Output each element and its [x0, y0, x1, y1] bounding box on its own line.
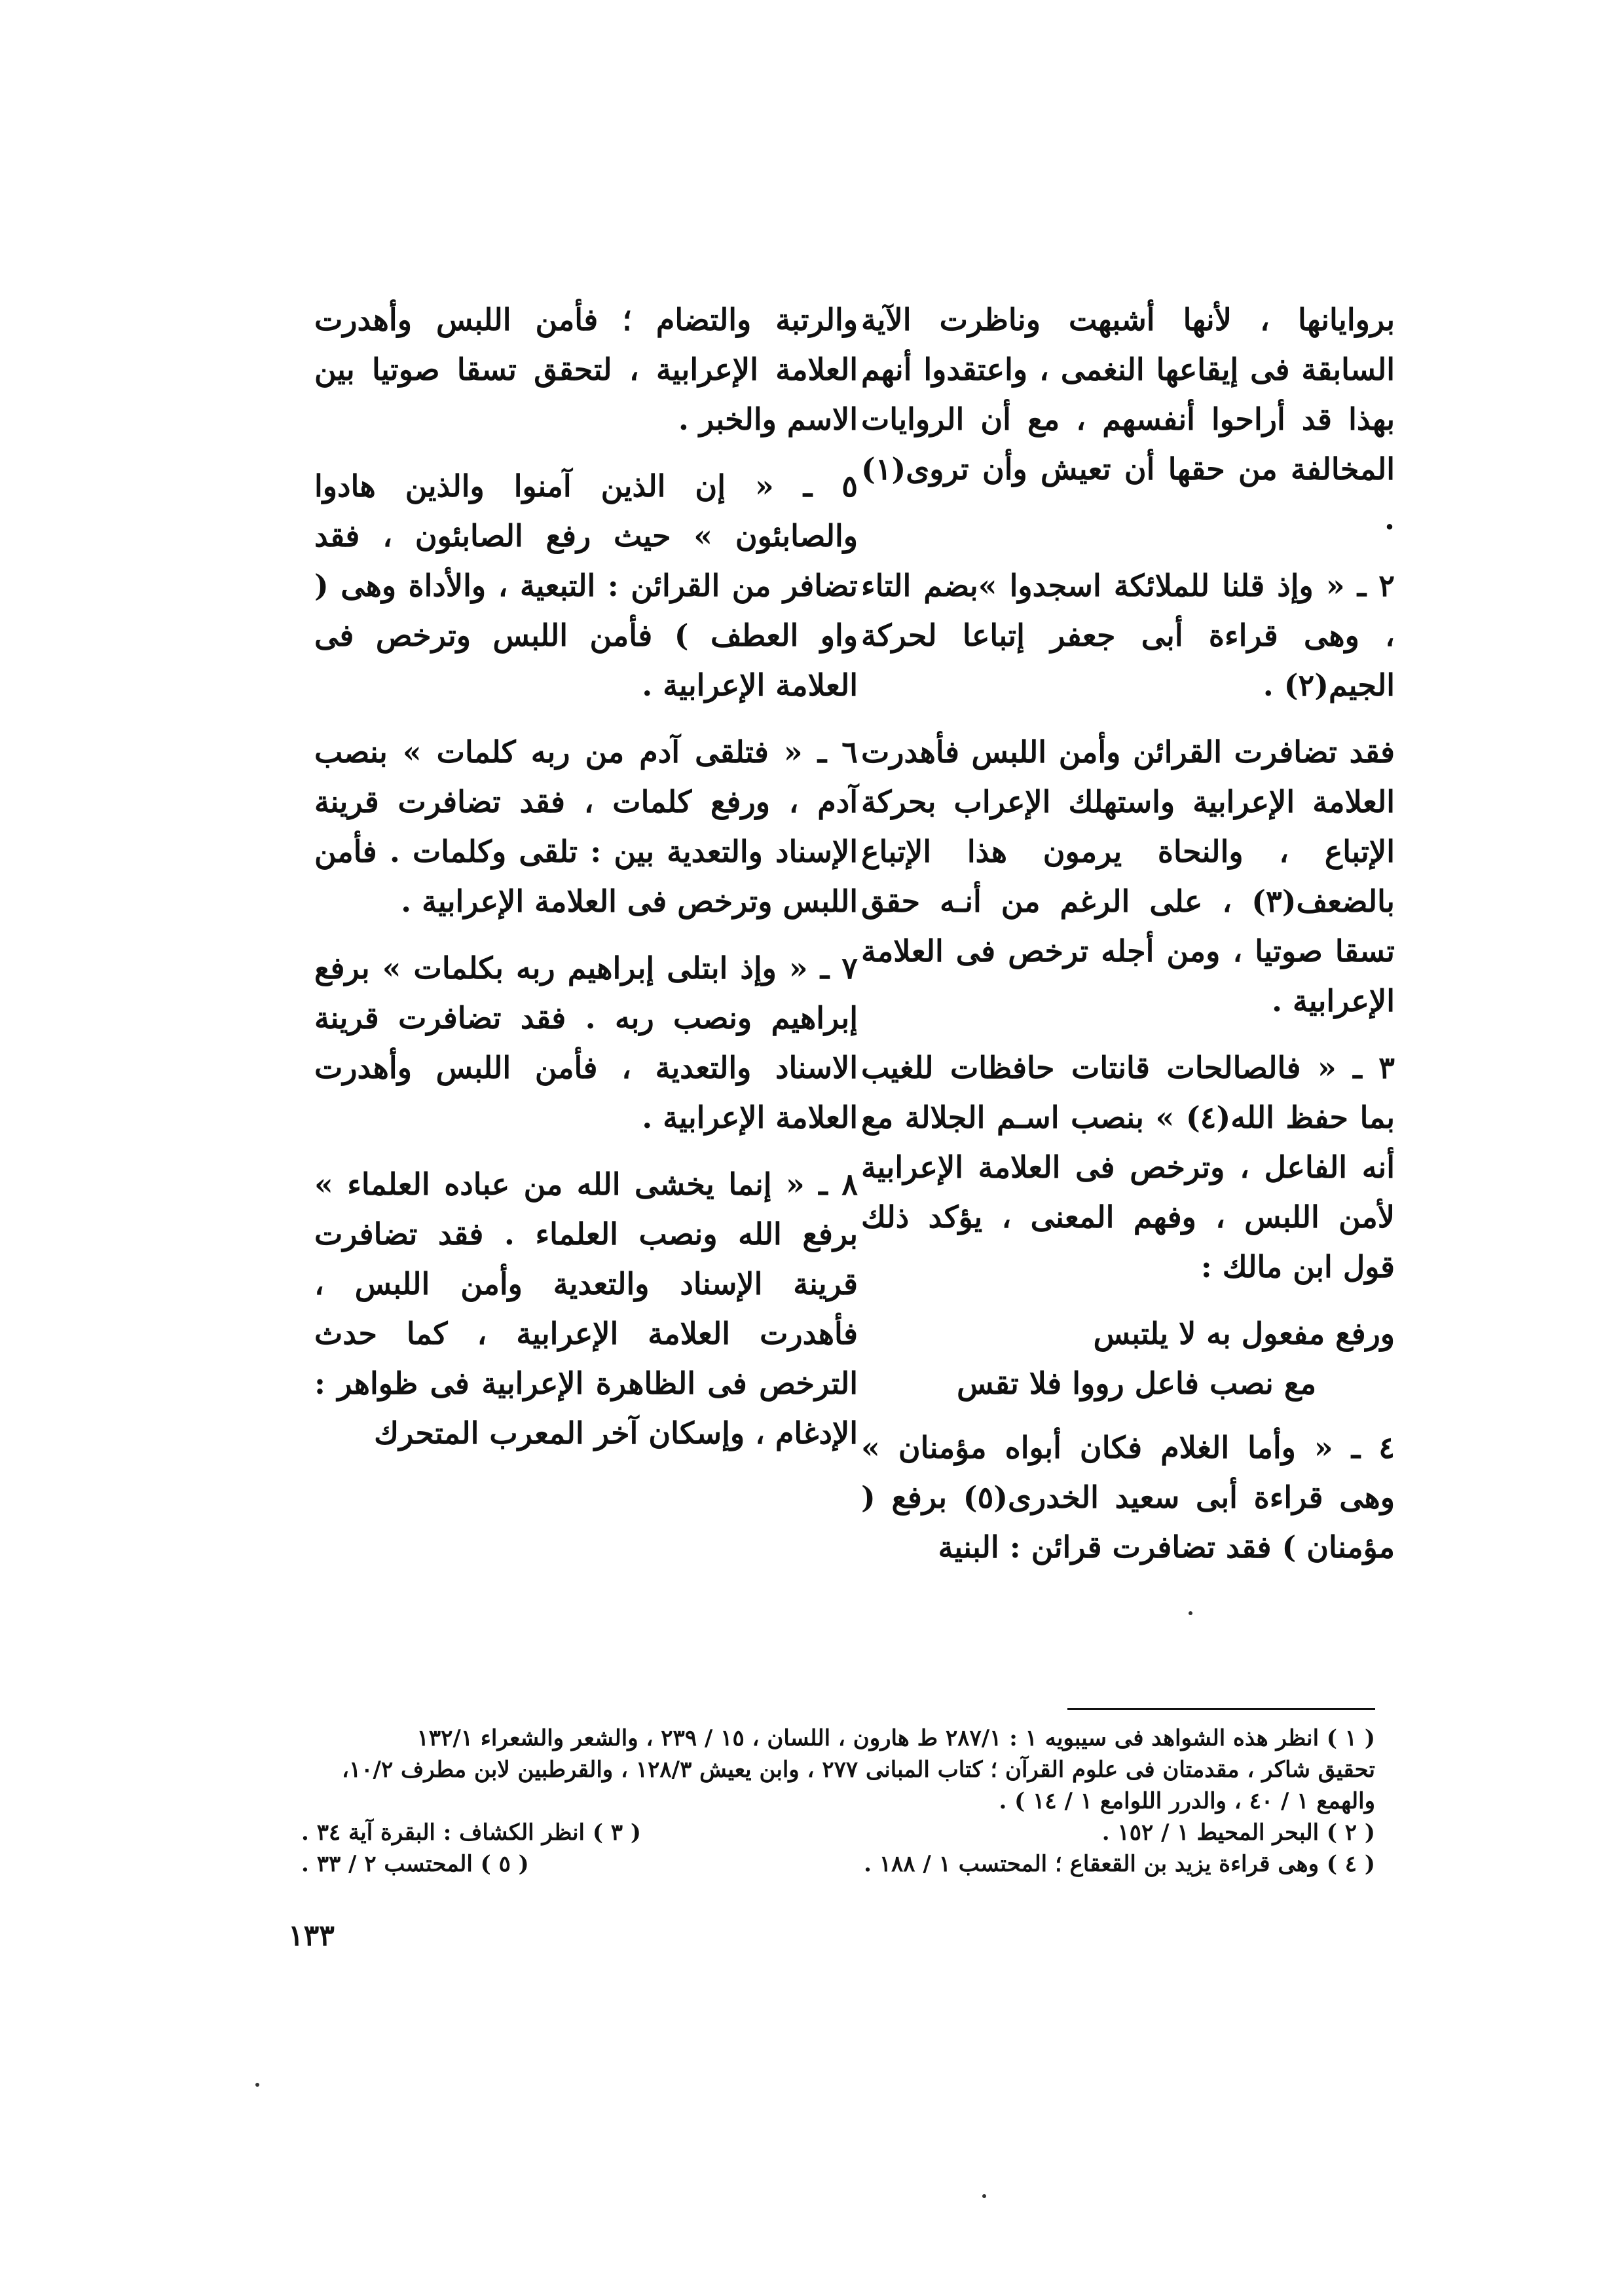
right-column — [861, 295, 1395, 1589]
footnote-separator — [1067, 1708, 1375, 1710]
left-paragraph-2: ٥ ـ « إن الذين آمنوا والذين هادوا والصابئون » حيث رفع الصابئون ، فقد تضافر من القرائن : التبعية ، والأداة وهى ( واو العطف ) فأمن اللبس وترخص فى العلامة الإعرابية . — [314, 468, 858, 703]
right-paragraph-2: ٢ ـ « وإذ قلنا للملائكة اسجدوا »بضم التاء ، وهى قراءة أبى جعفر إتباعا لحركة الجيم(٢) . — [861, 568, 1395, 703]
right-paragraph-4: ٣ ـ « فالصالحات قانتات حافظات للغيب بما حفظ الله(٤) » بنصب اسـم الجلالة مع أنه الفاعل ، وترخص فى العلامة الإعرابية لأمن اللبس ، وفهم المعنى ، يؤكد ذلك قول ابن مالك : — [861, 1050, 1395, 1284]
poem-line-2: مع نصب فاعل رووا فلا تقس — [957, 1366, 1316, 1401]
scan-speck — [255, 2083, 259, 2087]
page-number: ١٣٣ — [288, 1919, 335, 1952]
footnote-row-4-5 — [301, 1848, 1375, 1880]
footnote-3: ( ٣ ) انظر الكشاف : البقرة آية ٣٤ . — [301, 1819, 641, 1846]
footnote-1-line-3: والهمع ١ / ٤٠ ، والدرر اللوامع ١ / ١٤ ) . — [999, 1788, 1375, 1814]
left-paragraph-1: والرتبة والتضام ؛ فأمن اللبس وأهدرت العلامة الإعرابية ، لتحقق تسقا صوتيا بين الاسم والخبر . — [314, 302, 858, 437]
scan-speck — [1189, 1611, 1192, 1615]
footnote-1-line-2: تحقيق شاكر ، مقدمتان فى علوم القرآن ؛ كتاب المبانى ٢٧٧ ، وابن يعيش ١٢٨/٣ ، والقرطبين لابن مطرف ١٠/٢، — [342, 1757, 1375, 1783]
right-paragraph-5: ٤ ـ « وأما الغلام فكان أبواه مؤمنان » وهى قراءة أبى سعيد الخدرى(٥) برفع ( مؤمنان ) فقد تضافرت قرائن : البنية — [861, 1430, 1395, 1565]
right-paragraph-1: بروايانها ، لأنها أشبهت وناظرت الآية السابقة فى إيقاعها النغمى ، واعتقدوا أنهم بهذا قد أراحوا أنفسهم ، مع أن الروايات المخالفة من حقها أن تعيش وأن تروى(١) . — [861, 302, 1395, 536]
footnote-2: ( ٢ ) البحر المحيط ١ / ١٥٢ . — [1101, 1819, 1375, 1846]
footnote-4: ( ٤ ) وهى قراءة يزيد بن القعقاع ؛ المحتسب ١ / ١٨٨ . — [864, 1851, 1375, 1877]
left-column — [314, 295, 858, 1475]
footnote-1-line-1: ( ١ ) انظر هذه الشواهد فى سيبويه ١ : ٢٨٧/١ ط هارون ، اللسان ، ١٥ / ٢٣٩ ، والشعر والشعراء ١٣٢/١ — [416, 1725, 1375, 1751]
left-paragraph-5: ٨ ـ « إنما يخشى الله من عباده العلماء » برفع الله ونصب العلماء . فقد تضافرت قرينة الإسناد والتعدية وأمن اللبس ، فأهدرت العلامة الإعرابية ، كما حدث الترخص فى الظاهرة الإعرابية فى ظواهر : الإدغام ، وإسكان آخر المعرب المتحرك — [314, 1166, 858, 1451]
right-paragraph-3: فقد تضافرت القرائن وأمن اللبس فأهدرت العلامة الإعرابية واستهلك الإعراب بحركة الإتباع ، والنحاة يرمون هذا الإتباع بالضعف(٣) ، على الرغم من أنـه حقق تسقا صوتيا ، ومن أجله ترخص فى العلامة الإعرابية . — [861, 734, 1395, 1018]
footnote-5: ( ٥ ) المحتسب ٢ / ٣٣ . — [301, 1851, 529, 1877]
footnote-row-2-3 — [301, 1817, 1375, 1848]
poem-line-1: ورفع مفعول به لا يلتبس — [1093, 1316, 1395, 1351]
footnotes — [301, 1723, 1375, 1880]
scan-speck — [982, 2194, 986, 2198]
left-paragraph-3: ٦ ـ « فتلقى آدم من ربه كلمات » بنصب آدم ، ورفع كلمات ، فقد تضافرت قرينة الإسناد والتعدية بين : تلقى وكلمات . فأمن اللبس وترخص فى العلامة الإعرابية . — [314, 734, 858, 919]
left-paragraph-4: ٧ ـ « وإذ ابتلى إبراهيم ربه بكلمات » برفع إبراهيم ونصب ربه . فقد تضافرت قرينة الاسناد والتعدية ، فأمن اللبس وأهدرت العلامة الإعرابية . — [314, 950, 858, 1135]
